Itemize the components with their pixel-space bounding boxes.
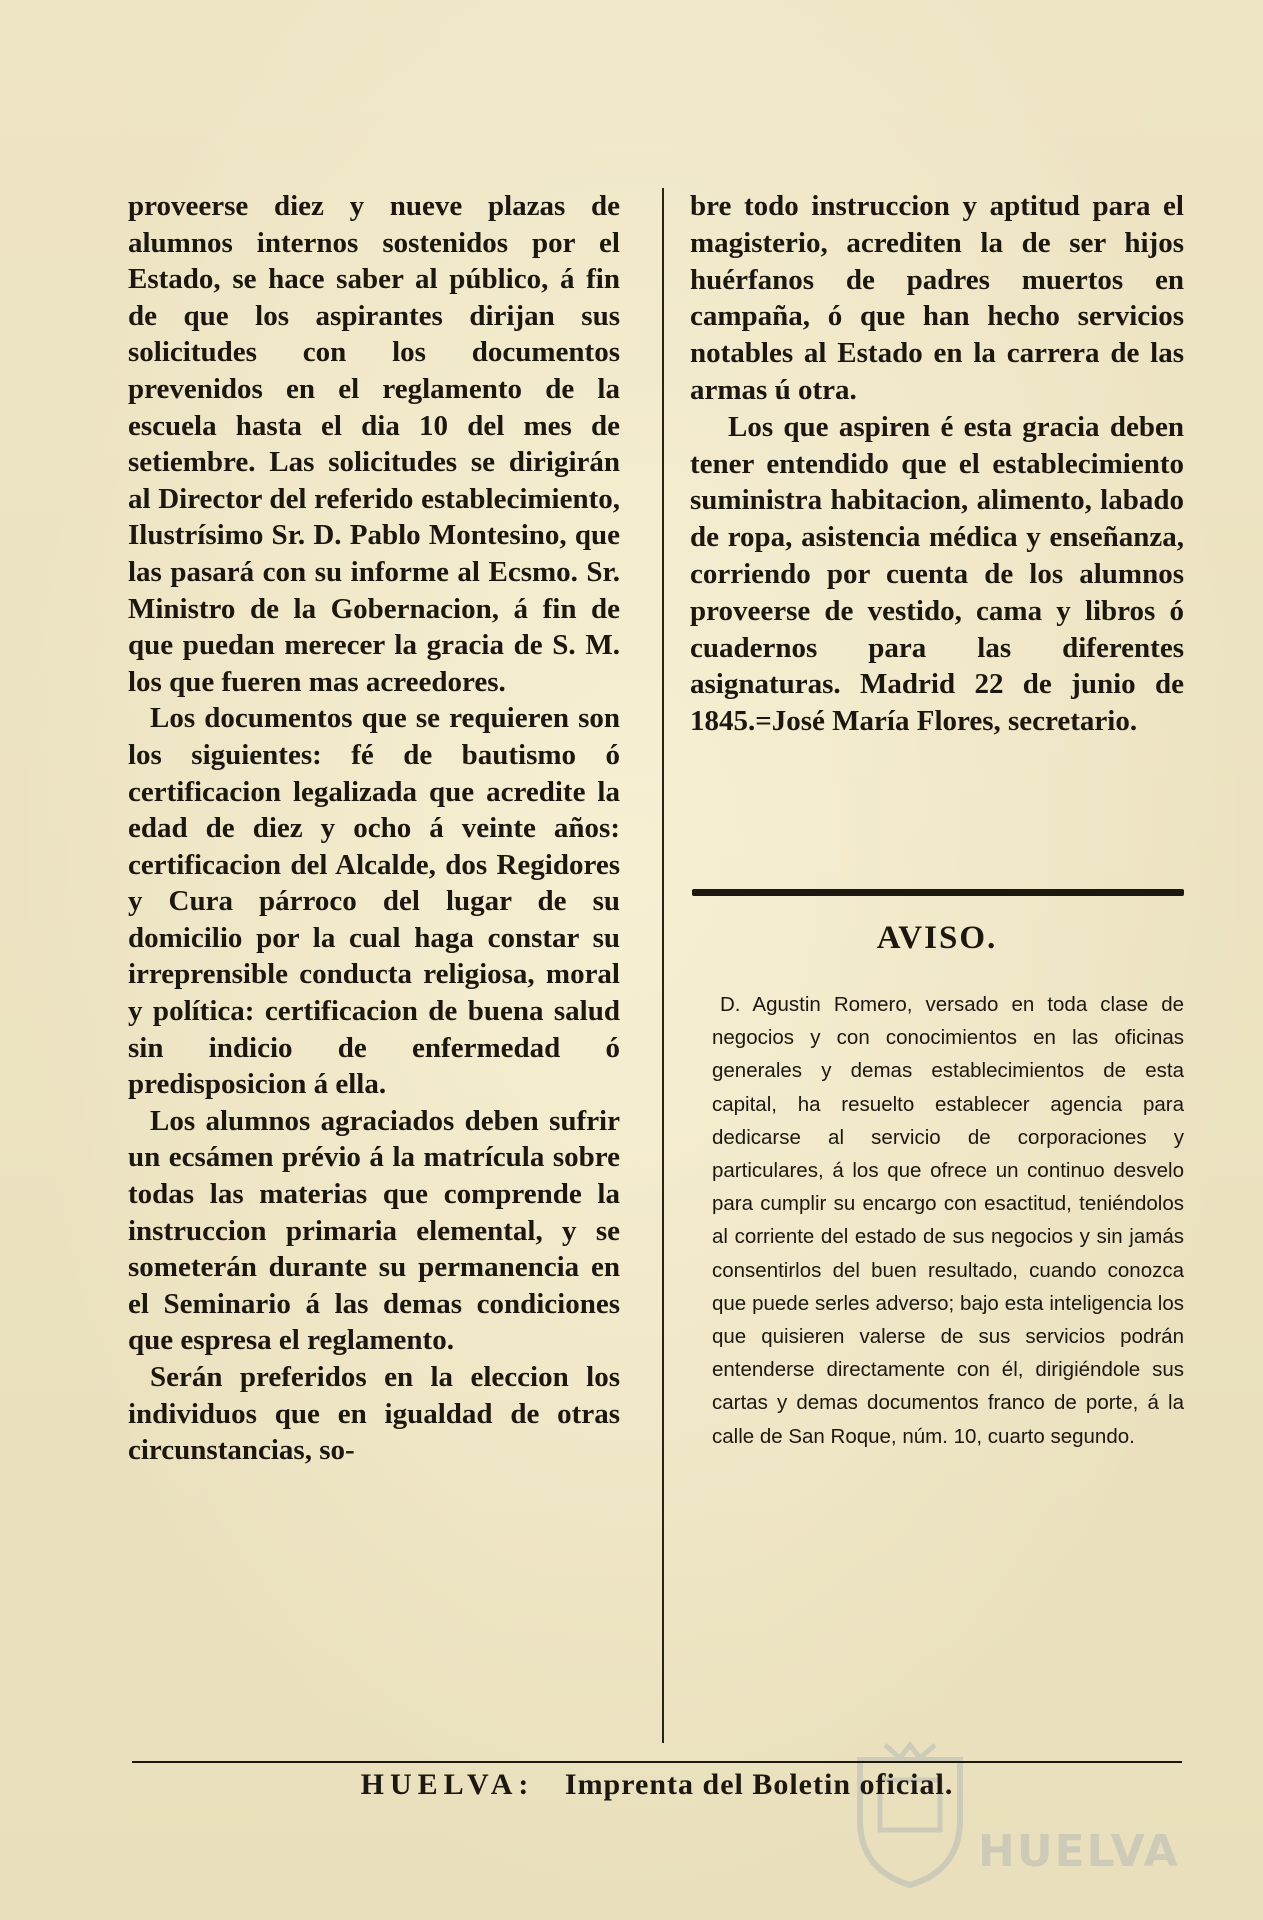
- library-watermark-stamp: [850, 1740, 1190, 1900]
- left-paragraph-2: Los documentos que se requieren son los siguientes: fé de bautismo ó certificacion legalizada que acredite la edad de diez y ocho á veinte años: certificacion del Alcalde, dos Regidores y Cura párroco del lugar de su domicilio por la cual haga constar su irreprensible conducta religiosa, moral y política: certificacion de buena salud sin indicio de enfermedad ó predisposicion á ella.: [128, 702, 620, 1101]
- left-paragraph-3: Los alumnos agraciados deben sufrir un ecsámen prévio á la matrícula sobre todas las materias que comprende la instruccion primaria elemental, y se someterán durante su permanencia en el Seminario á las demas condiciones que espresa el reglamento.: [128, 1104, 620, 1357]
- column-divider: [662, 188, 664, 1743]
- right-column: [690, 188, 1184, 740]
- imprint-footer: [132, 1768, 1182, 1802]
- watermark-text: HUELVA: [978, 1826, 1180, 1877]
- section-divider: [692, 889, 1184, 896]
- left-column: [128, 188, 620, 1469]
- left-paragraph-1: proveerse diez y nueve plazas de alumnos internos sostenidos por el Estado, se hace saber al público, á fin de que los aspirantes dirijan sus solicitudes con los documentos prevenidos en el reglamento de la escuela hasta el dia 10 del mes de setiembre. Las solicitudes se dirigirán al Director del referido establecimiento, Ilustrísimo Sr. D. Pablo Montesino, que las pasará con su informe al Ecsmo. Sr. Ministro de la Gobernacion, á fin de que puedan merecer la gracia de S. M. los que fueren mas acreedores.: [128, 190, 620, 698]
- left-paragraph-4: Serán preferidos en la eleccion los individuos que en igualdad de otras circunstancias, so-: [128, 1361, 620, 1467]
- aviso-body: D. Agustin Romero, versado en toda clase de negocios y con conocimientos en las oficinas generales y demas establecimientos de esta capital, ha resuelto establecer agencia para dedicarse al servicio de corporaciones y particulares, á los que ofrece un continuo desvelo para cumplir su encargo con esactitud, teniéndolos al corriente del estado de sus negocios y sin jamás consentirlos del buen resultado, cuando conozca que puede serles adverso; bajo esta inteligencia los que quisieren valerse de sus servicios podrán entenderse directamente con él, dirigiéndole sus cartas y demas documentos franco de porte, á la calle de San Roque, núm. 10, cuarto segundo.: [712, 993, 1184, 1448]
- right-paragraph-2: Los que aspiren é esta gracia deben tener entendido que el establecimiento suministra habitacion, alimento, labado de ropa, asistencia médica y enseñanza, corriendo por cuenta de los alumnos proveerse de vestido, cama y libros ó cuadernos para las diferentes asignaturas. Madrid 22 de junio de 1845.=José María Flores, secretario.: [690, 410, 1184, 738]
- right-paragraph-1: bre todo instruccion y aptitud para el magisterio, acrediten la de ser hijos huérfanos de padres muertos en campaña, ó que han hecho servicios notables al Estado en la carrera de las armas ú otra.: [690, 190, 1184, 406]
- footer-printer: Imprenta del Boletin oficial.: [564, 1768, 954, 1801]
- aviso-heading: AVISO.: [876, 920, 998, 956]
- footer-place: HUELVA:: [360, 1768, 535, 1801]
- footer-rule: [132, 1761, 1182, 1763]
